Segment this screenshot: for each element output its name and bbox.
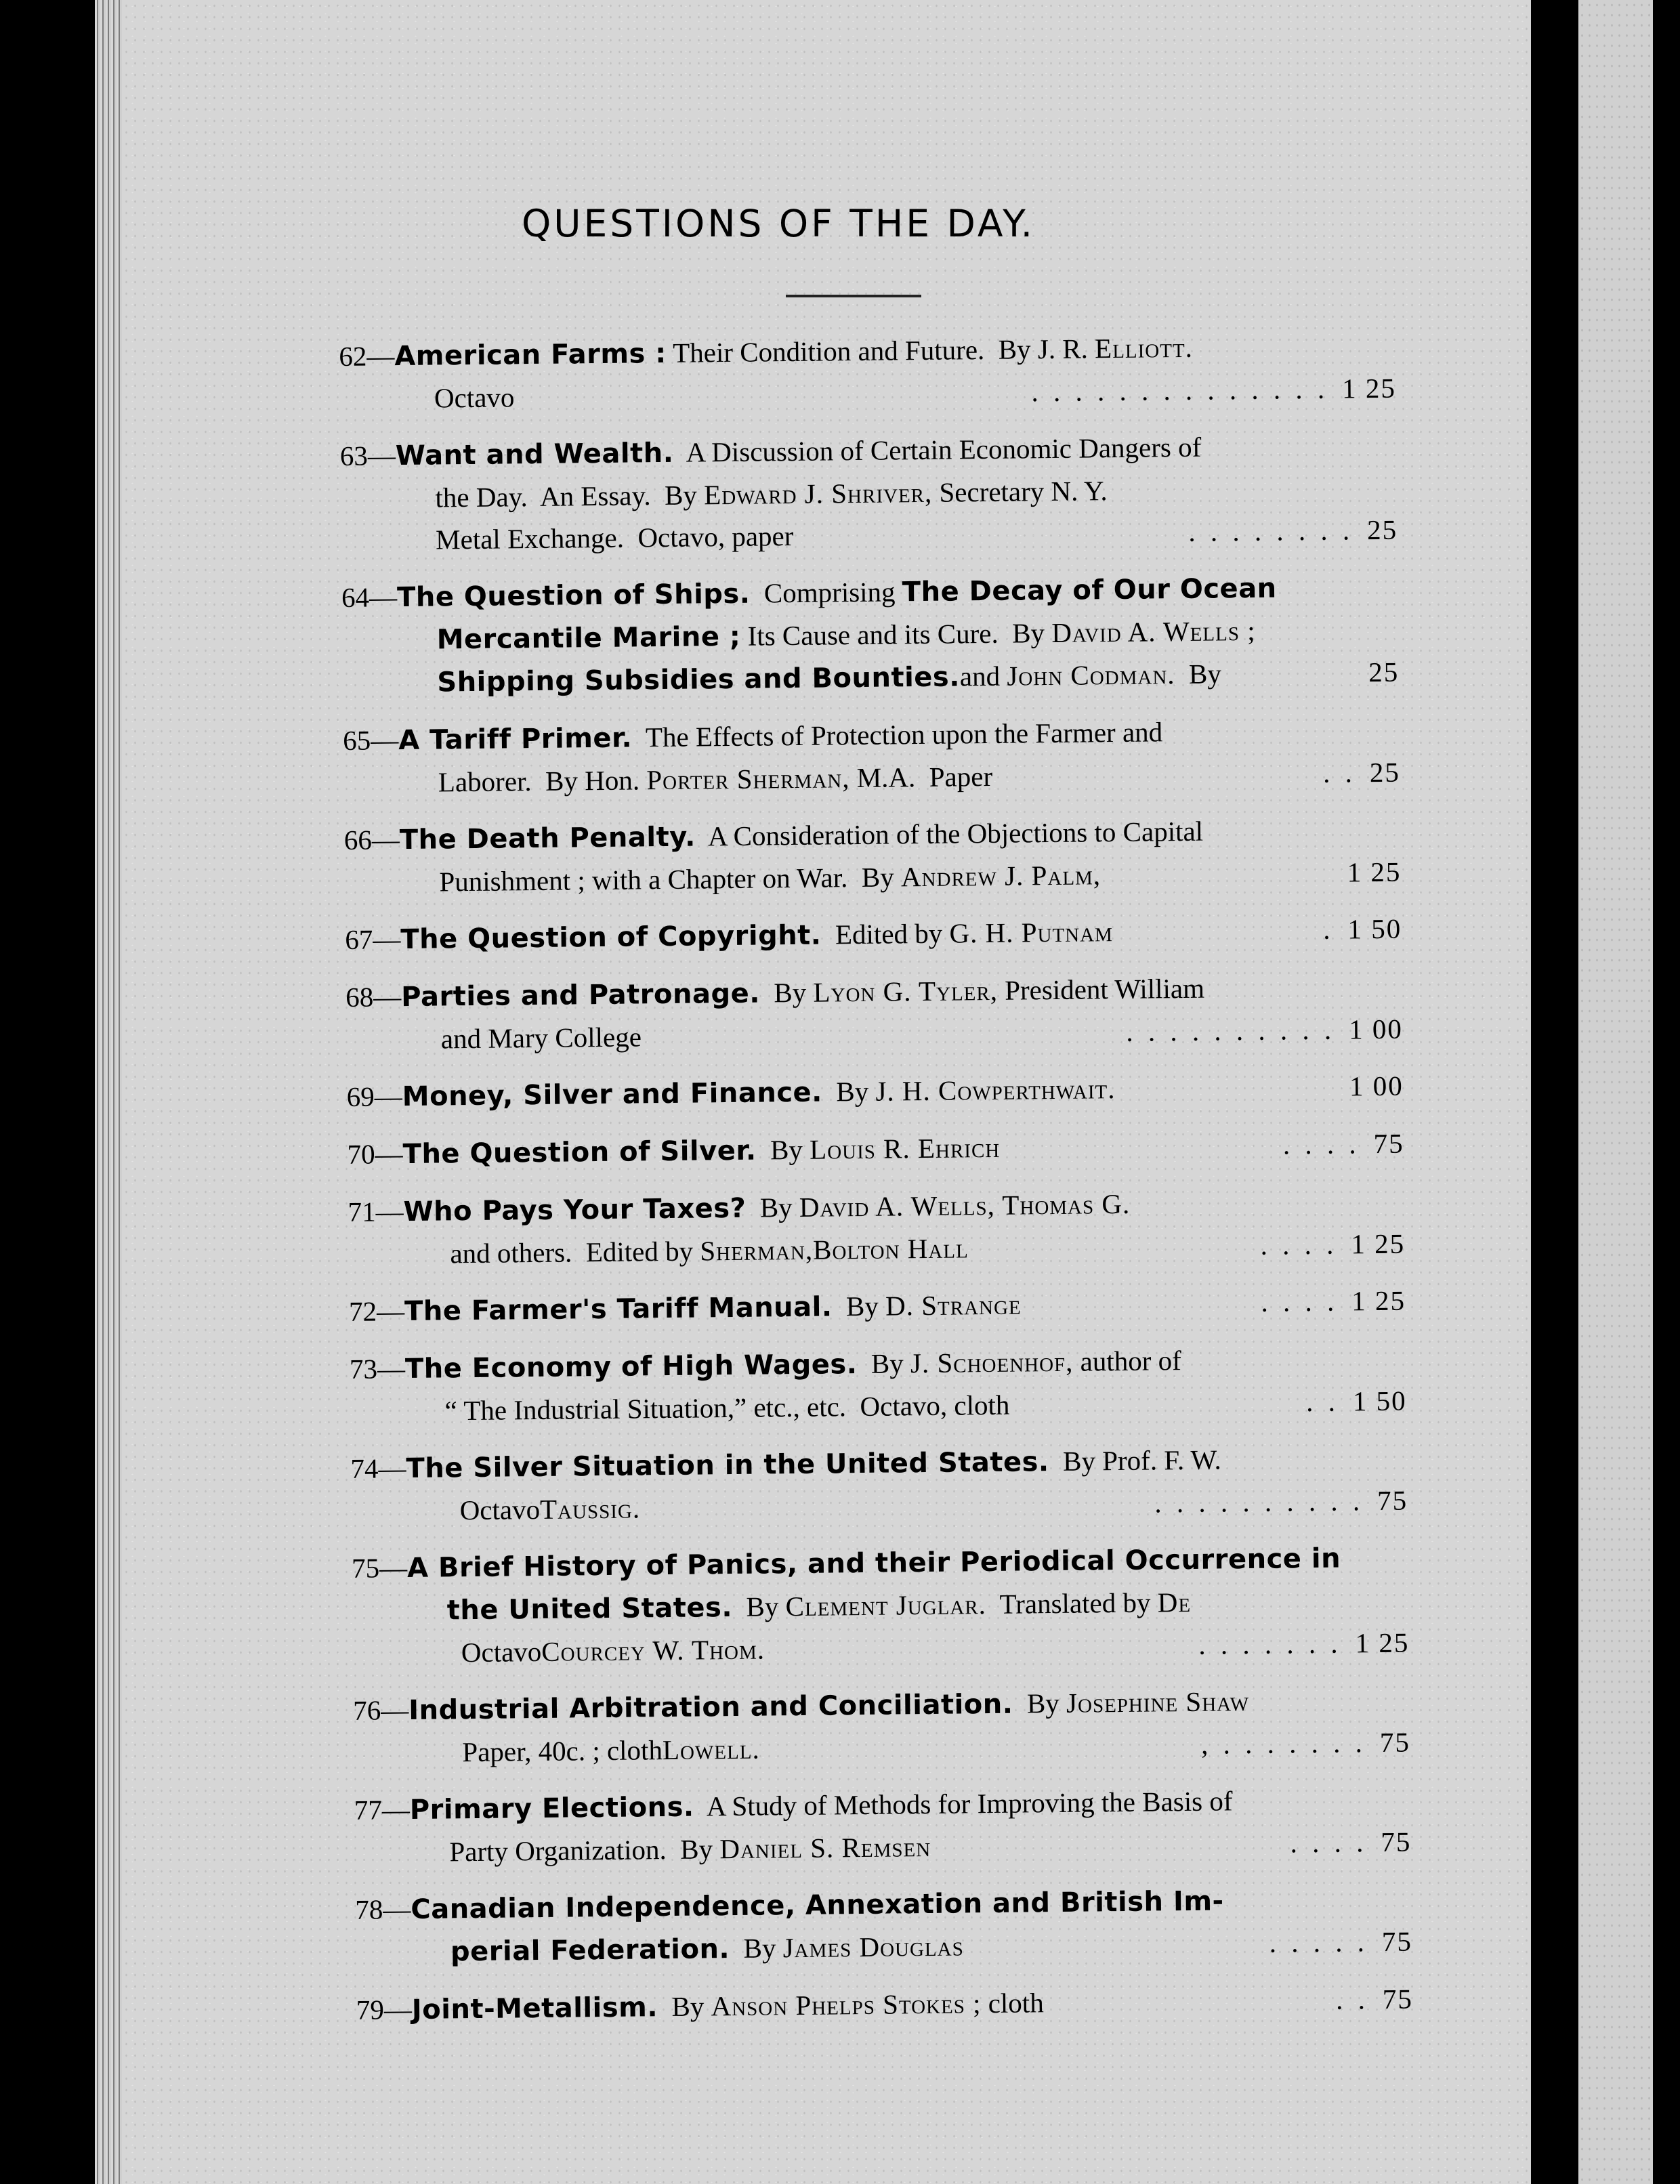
catalog-entry xyxy=(350,1437,1408,1532)
entry-number: 66— xyxy=(343,824,400,856)
entry-author: Andrew J. Palm, xyxy=(900,859,1101,893)
entry-text: author of xyxy=(1073,1345,1182,1377)
entry-text: By xyxy=(759,976,814,1009)
entry-author: Edward J. Shriver, xyxy=(703,476,933,511)
entry-price: 1 00 xyxy=(1348,1013,1404,1045)
entry-author: John Codman. xyxy=(1007,658,1175,692)
entry-author: De xyxy=(1157,1586,1192,1618)
entry-number: 71— xyxy=(348,1196,404,1227)
entry-number: 63— xyxy=(339,440,396,471)
entry-title: perial Federation. xyxy=(450,1933,730,1968)
dot-leader: . . . . . . . . . . xyxy=(1126,1013,1336,1047)
entry-number: 74— xyxy=(350,1452,406,1484)
entry-author: Josephine Shaw xyxy=(1066,1685,1250,1719)
catalog-entry xyxy=(348,1180,1405,1276)
entry-price: 75 xyxy=(1377,1484,1408,1517)
title-rule xyxy=(786,295,921,297)
entry-title: The Silver Situation in the United States. xyxy=(406,1446,1049,1485)
entry-author: J. H. Cowperthwait. xyxy=(875,1073,1116,1107)
entry-author: Daniel S. Remsen xyxy=(719,1830,931,1865)
entry-text: Their Condition and Future. By J. R. xyxy=(666,333,1095,369)
dot-leader: . xyxy=(1323,913,1335,945)
entry-text: By xyxy=(657,1990,711,2023)
entry-price: 75 xyxy=(1381,1826,1412,1858)
entry-text: Laborer. By Hon. xyxy=(438,764,647,798)
catalog-entry xyxy=(352,1536,1410,1675)
entry-title: Money, Silver and Finance. xyxy=(402,1076,823,1113)
catalog-entry xyxy=(350,1337,1407,1433)
entry-number: 64— xyxy=(341,581,398,613)
entry-text: President William xyxy=(997,972,1205,1006)
entry-price: 1 00 xyxy=(1349,1070,1404,1102)
entry-number: 77— xyxy=(354,1794,411,1826)
entry-text: Edited by xyxy=(821,917,950,950)
entry-text: Secretary N. Y. xyxy=(931,475,1108,508)
entry-line xyxy=(349,1280,1406,1333)
dot-leader: . . . . . . . . . . . . . . xyxy=(1031,373,1329,408)
entry-author: Sherman, xyxy=(700,1234,814,1267)
entry-text: A Consideration of the Objections to Capital xyxy=(695,815,1204,852)
entry-title: Parties and Patronage. xyxy=(400,978,761,1013)
dot-leader: . . . . xyxy=(1282,1128,1360,1160)
entry-number: 79— xyxy=(356,1994,413,2025)
entry-author: David A. Wells, Thomas G. xyxy=(799,1188,1131,1223)
entry-number: 76— xyxy=(353,1694,409,1726)
entry-title: Industrial Arbitration and Conciliation. xyxy=(408,1688,1013,1727)
dot-leader: . . . . . xyxy=(1269,1926,1369,1958)
entry-text: A Discussion of Certain Economic Dangers of xyxy=(673,431,1202,468)
catalog-entry xyxy=(339,324,1396,420)
entry-title: American Farms : xyxy=(394,337,667,373)
entry-title: The Economy of High Wages. xyxy=(404,1349,858,1385)
catalog-entry xyxy=(345,965,1403,1061)
catalog-entry xyxy=(346,1065,1404,1118)
entry-number: 67— xyxy=(345,923,401,955)
catalog-entry xyxy=(353,1679,1410,1774)
entry-text: By xyxy=(822,1075,876,1108)
entry-author: Lowell. xyxy=(662,1733,760,1766)
entry-price: 25 xyxy=(1369,756,1401,789)
entry-text: and others. Edited by xyxy=(442,1235,700,1269)
entry-title: Shipping Subsidies and Bounties. xyxy=(437,661,961,698)
spacer xyxy=(1228,681,1355,683)
entry-title: A Tariff Primer. xyxy=(398,722,633,757)
entry-price: 75 xyxy=(1379,1726,1411,1759)
entry-price: 1 25 xyxy=(1351,1227,1406,1260)
entry-number: 68— xyxy=(345,981,402,1013)
spacer xyxy=(1101,882,1334,885)
entry-price: 25 xyxy=(1366,513,1398,546)
entry-text: “ The Industrial Situation,” etc., etc. Octavo, cloth xyxy=(444,1389,1010,1427)
dot-leader: . . . . xyxy=(1261,1285,1339,1318)
dot-leader: , . . . . . . . xyxy=(1200,1727,1367,1760)
entry-text: The Effects of Protection upon the Farmer and xyxy=(631,716,1163,753)
entry-line xyxy=(347,1122,1404,1176)
entry-number: 70— xyxy=(347,1138,403,1170)
entry-title: Canadian Independence, Annexation and British Im- xyxy=(411,1885,1224,1926)
entry-price: 75 xyxy=(1381,1925,1413,1958)
entry-price: 25 xyxy=(1368,656,1400,688)
catalog-entry xyxy=(340,424,1398,562)
entry-text: By xyxy=(1013,1687,1067,1719)
page-title: QUESTIONS OF THE DAY. xyxy=(522,202,1036,245)
entry-title: Mercantile Marine ; xyxy=(436,621,741,656)
entry-text: By xyxy=(832,1290,886,1322)
entry-text: Octavo xyxy=(447,1635,542,1668)
entry-number: 65— xyxy=(343,724,399,756)
entry-text: By xyxy=(756,1133,810,1166)
entry-author: Courcey W. Thom. xyxy=(541,1633,765,1667)
entry-line xyxy=(346,1065,1404,1118)
catalog-entry xyxy=(343,808,1401,904)
entry-title: Joint-Metallism. xyxy=(411,1992,658,2026)
entry-price: 75 xyxy=(1382,1983,1414,2015)
dot-leader: . . xyxy=(1305,1385,1340,1418)
entry-title: Primary Elections. xyxy=(409,1791,694,1826)
entry-text: M.A. Paper xyxy=(849,760,993,794)
entry-price: 1 50 xyxy=(1347,912,1402,945)
entry-text: Octavo xyxy=(445,1493,541,1526)
entry-price: 1 25 xyxy=(1347,856,1402,888)
catalog-entry xyxy=(343,709,1400,804)
entry-number: 69— xyxy=(346,1080,403,1112)
catalog-entry xyxy=(341,566,1400,705)
catalog-entry xyxy=(355,1878,1412,1974)
entry-text: Comprising xyxy=(750,576,903,609)
entry-author: Anson Phelps Stokes ; xyxy=(711,1988,982,2022)
entry-text: A Study of Methods for Improving the Basis of xyxy=(694,1785,1233,1822)
entry-number: 75— xyxy=(351,1552,408,1584)
entry-line xyxy=(356,1978,1414,2032)
entry-text: cloth xyxy=(981,1987,1044,2019)
entry-author: Louis R. Ehrich xyxy=(809,1131,1001,1165)
entry-text: Metal Exchange. Octavo, paper xyxy=(435,520,794,555)
entry-price: 1 25 xyxy=(1355,1626,1410,1659)
entry-text: Party Organization. By xyxy=(449,1833,720,1868)
dot-leader: . . . . . . . xyxy=(1198,1627,1342,1660)
entry-author: J. Schoenhof, xyxy=(910,1345,1074,1379)
entry-price: 1 25 xyxy=(1351,1284,1406,1317)
entry-text: By xyxy=(732,1591,786,1623)
catalog-entry xyxy=(349,1280,1406,1333)
entry-text: and Mary College xyxy=(440,1021,642,1055)
next-page-edge xyxy=(1578,0,1653,2184)
entry-title: The Death Penalty. xyxy=(399,821,696,856)
entry-line xyxy=(345,908,1402,961)
catalog-entry xyxy=(356,1978,1414,2032)
dot-leader: . . . . . . . . xyxy=(1188,514,1354,547)
entry-title: Who Pays Your Taxes? xyxy=(403,1192,747,1228)
entry-text: Paper, 40c. ; cloth xyxy=(448,1734,663,1768)
entry-text: By xyxy=(857,1347,911,1380)
dot-leader: . . xyxy=(1335,1983,1370,2015)
entry-author: Clement Juglar. xyxy=(785,1589,987,1622)
entry-text: By xyxy=(746,1191,800,1223)
dot-leader: . . . . . . . . . . xyxy=(1154,1485,1364,1519)
spacer xyxy=(1116,1096,1336,1098)
entry-title: the United States. xyxy=(446,1592,733,1626)
gutter-shadow xyxy=(1532,0,1578,2184)
entry-author: Elliott. xyxy=(1094,331,1194,364)
entry-text: By Prof. F. W. xyxy=(1049,1444,1222,1477)
entry-text: the Day. An Essay. By xyxy=(435,479,705,513)
entry-title: The Farmer's Tariff Manual. xyxy=(404,1291,833,1328)
entry-title: The Question of Ships. xyxy=(396,578,751,614)
entry-text: and xyxy=(959,660,1007,692)
entry-author: G. H. Putnam xyxy=(949,916,1114,949)
entry-number: 62— xyxy=(339,340,395,372)
entry-text: By xyxy=(1175,658,1229,690)
entry-author: Taussig. xyxy=(539,1492,641,1525)
entry-list xyxy=(339,324,1413,2046)
entry-author: Porter Sherman, xyxy=(646,762,850,796)
entry-text: Octavo xyxy=(434,381,515,414)
entry-price: 1 25 xyxy=(1341,372,1397,404)
entry-author: D. Strange xyxy=(885,1288,1022,1322)
dot-leader: . . . . xyxy=(1260,1228,1338,1261)
entry-text: Its Cause and its Cure. By xyxy=(740,617,1052,652)
entry-author: Lyon G. Tyler, xyxy=(813,974,999,1008)
entry-price: 1 50 xyxy=(1352,1385,1407,1417)
entry-text: Translated by xyxy=(986,1587,1158,1620)
entry-title: The Question of Copyright. xyxy=(400,919,822,956)
entry-subtitle: The Decay of Our Ocean xyxy=(902,572,1277,608)
catalog-entry xyxy=(354,1778,1411,1874)
catalog-entry xyxy=(345,908,1402,961)
entry-text: Punishment ; with a Chapter on War. By xyxy=(439,861,902,898)
dot-leader: . . . . xyxy=(1290,1826,1368,1859)
entry-author: James Douglas xyxy=(782,1930,964,1964)
scan-border xyxy=(1653,0,1680,2184)
entry-number: 73— xyxy=(349,1353,406,1385)
entry-title: A Brief History of Panics, and their Periodical Occurrence in xyxy=(406,1542,1341,1584)
dot-leader: . . xyxy=(1322,757,1357,789)
catalog-entry xyxy=(347,1122,1404,1176)
entry-number: 78— xyxy=(355,1893,411,1925)
entry-price: 75 xyxy=(1373,1127,1404,1160)
entry-text: By xyxy=(729,1932,783,1965)
entry-author: Bolton Hall xyxy=(812,1232,969,1265)
entry-author: David A. Wells ; xyxy=(1051,614,1256,649)
entry-title: The Question of Silver. xyxy=(402,1135,757,1171)
entry-number: 72— xyxy=(348,1295,405,1327)
entry-title: Want and Wealth. xyxy=(395,437,674,472)
